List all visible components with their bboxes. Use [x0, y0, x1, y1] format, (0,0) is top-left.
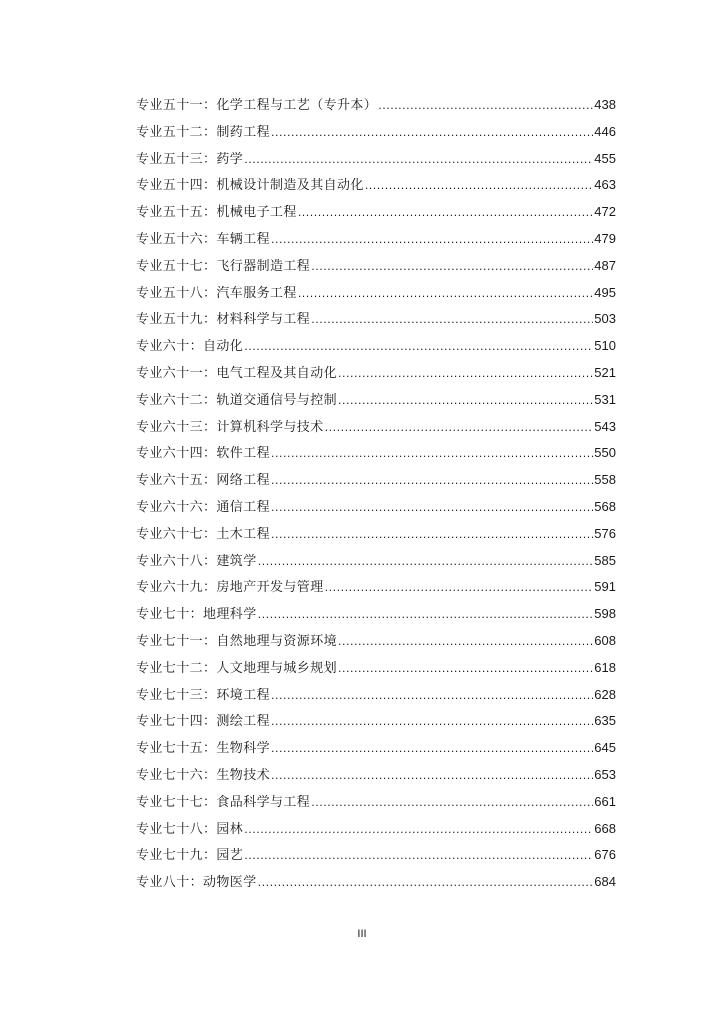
toc-entry[interactable] [136, 655, 616, 682]
toc-entry[interactable] [136, 708, 616, 735]
toc-entry-title: 专业六十六：通信工程 [136, 499, 271, 515]
toc-entry-page: 585 [594, 552, 616, 568]
toc-entry-title: 专业五十八：汽车服务工程 [136, 285, 297, 301]
dot-leader [378, 93, 593, 120]
dot-leader [271, 227, 593, 254]
toc-entry-title: 专业五十六：车辆工程 [136, 231, 271, 247]
toc-entry[interactable] [136, 146, 616, 173]
toc-entry[interactable] [136, 172, 616, 199]
toc-entry-page: 608 [594, 632, 616, 648]
toc-entry-title: 专业五十二：制药工程 [136, 124, 271, 140]
dot-leader [298, 281, 593, 308]
toc-entry[interactable] [136, 306, 616, 333]
toc-entry-page: 676 [594, 847, 616, 863]
toc-entry-page: 598 [594, 606, 616, 622]
dot-leader [271, 683, 593, 710]
toc-entry-page: 438 [594, 97, 616, 112]
dot-leader [338, 629, 593, 656]
toc-entry[interactable] [136, 869, 616, 896]
toc-entry-page: 668 [594, 820, 616, 836]
dot-leader [338, 656, 593, 683]
dot-leader [365, 173, 593, 200]
toc-entry[interactable] [136, 253, 616, 280]
page-number: III [357, 928, 367, 940]
toc-entry[interactable] [136, 440, 616, 467]
dot-leader [311, 307, 593, 334]
dot-leader [258, 602, 594, 629]
toc-entry[interactable] [136, 92, 616, 119]
toc-entry-title: 专业七十二：人文地理与城乡规划 [136, 660, 338, 676]
dot-leader [271, 709, 593, 736]
toc-entry[interactable] [136, 789, 616, 816]
dot-leader [258, 870, 594, 897]
dot-leader [244, 147, 593, 174]
dot-leader [244, 334, 593, 361]
toc-entry[interactable] [136, 494, 616, 521]
dot-leader [271, 763, 593, 790]
toc-entry-title: 专业五十九：材料科学与工程 [136, 312, 311, 328]
toc-entry-page: 463 [594, 177, 616, 193]
toc-entry-title: 专业七十九：园艺 [136, 848, 244, 864]
toc-entry-page: 618 [594, 659, 616, 675]
toc-entry-title: 专业六十五：网络工程 [136, 473, 271, 489]
toc-entry-title: 专业六十七：土木工程 [136, 526, 271, 542]
toc-entry-title: 专业五十四：机械设计制造及其自动化 [136, 178, 364, 194]
toc-entry[interactable] [136, 842, 616, 869]
toc-entry[interactable] [136, 199, 616, 226]
dot-leader [271, 495, 593, 522]
toc-entry-page: 479 [594, 230, 616, 246]
toc-entry-title: 专业六十三：计算机科学与技术 [136, 419, 324, 435]
toc-entry-title: 专业七十四：测绘工程 [136, 714, 271, 730]
toc-entry[interactable] [136, 280, 616, 307]
dot-leader [244, 817, 593, 844]
toc-entry-page: 628 [594, 686, 616, 702]
toc-entry-title: 专业七十七：食品科学与工程 [136, 794, 311, 810]
dot-leader [338, 388, 593, 415]
toc-entry-page: 635 [594, 713, 616, 729]
dot-leader [311, 790, 593, 817]
dot-leader [271, 736, 593, 763]
toc-entry-page: 487 [594, 257, 616, 273]
toc-entry-page: 472 [594, 204, 616, 220]
toc-entry-title: 专业六十：自动化 [136, 339, 244, 355]
toc-entry[interactable] [136, 628, 616, 655]
toc-entry[interactable] [136, 333, 616, 360]
dot-leader [325, 575, 594, 602]
dot-leader [271, 468, 593, 495]
toc-entry-page: 495 [594, 284, 616, 300]
toc-entry-title: 专业五十三：药学 [136, 151, 244, 167]
dot-leader [338, 361, 593, 388]
toc-entry[interactable] [136, 467, 616, 494]
dot-leader [271, 522, 593, 549]
toc-entry-title: 专业六十二：轨道交通信号与控制 [136, 392, 338, 408]
dot-leader [298, 200, 593, 227]
dot-leader [311, 254, 593, 281]
toc-entry[interactable] [136, 414, 616, 441]
toc-entry-page: 503 [594, 311, 616, 327]
toc-entry[interactable] [136, 521, 616, 548]
toc-entry-page: 550 [594, 445, 616, 461]
toc-entry-page: 661 [594, 793, 616, 809]
toc-entry-page: 591 [594, 579, 616, 595]
toc-entry-title: 专业六十九：房地产开发与管理 [136, 580, 324, 596]
table-of-contents [136, 92, 616, 896]
toc-entry[interactable] [136, 574, 616, 601]
toc-entry[interactable] [136, 387, 616, 414]
toc-entry[interactable] [136, 119, 616, 146]
toc-entry-page: 510 [594, 338, 616, 354]
toc-entry-title: 专业七十：地理科学 [136, 607, 257, 623]
toc-entry[interactable] [136, 360, 616, 387]
toc-entry-title: 专业五十一：化学工程与工艺（专升本） [136, 98, 378, 113]
toc-entry-page: 645 [594, 740, 616, 756]
toc-entry-title: 专业六十四：软件工程 [136, 446, 271, 462]
toc-entry-page: 521 [594, 364, 616, 380]
toc-entry-page: 455 [594, 150, 616, 166]
toc-entry[interactable] [136, 601, 616, 628]
toc-entry-page: 653 [594, 766, 616, 782]
toc-entry[interactable] [136, 735, 616, 762]
toc-entry-title: 专业七十八：园林 [136, 821, 244, 837]
dot-leader [244, 843, 593, 870]
toc-entry-title: 专业七十六：生物技术 [136, 767, 271, 783]
dot-leader [258, 549, 594, 576]
toc-entry-page: 568 [594, 498, 616, 514]
toc-entry[interactable] [136, 226, 616, 253]
dot-leader [325, 415, 594, 442]
toc-entry-title: 专业七十一：自然地理与资源环境 [136, 633, 338, 649]
toc-entry-page: 684 [594, 874, 616, 890]
toc-entry-title: 专业七十五：生物科学 [136, 741, 271, 757]
toc-entry[interactable] [136, 816, 616, 843]
toc-entry-page: 446 [594, 123, 616, 139]
toc-entry-title: 专业六十一：电气工程及其自动化 [136, 365, 338, 381]
toc-entry-page: 531 [594, 391, 616, 407]
toc-entry-title: 专业五十七：飞行器制造工程 [136, 258, 311, 274]
toc-entry[interactable] [136, 682, 616, 709]
dot-leader [271, 441, 593, 468]
toc-entry-title: 专业七十三：环境工程 [136, 687, 271, 703]
toc-entry[interactable] [136, 548, 616, 575]
dot-leader [271, 120, 593, 147]
toc-entry-title: 专业五十五：机械电子工程 [136, 205, 297, 221]
toc-entry[interactable] [136, 762, 616, 789]
toc-entry-title: 专业八十：动物医学 [136, 875, 257, 891]
toc-entry-page: 558 [594, 472, 616, 488]
toc-entry-page: 543 [594, 418, 616, 434]
toc-entry-title: 专业六十八：建筑学 [136, 553, 257, 569]
toc-entry-page: 576 [594, 525, 616, 541]
